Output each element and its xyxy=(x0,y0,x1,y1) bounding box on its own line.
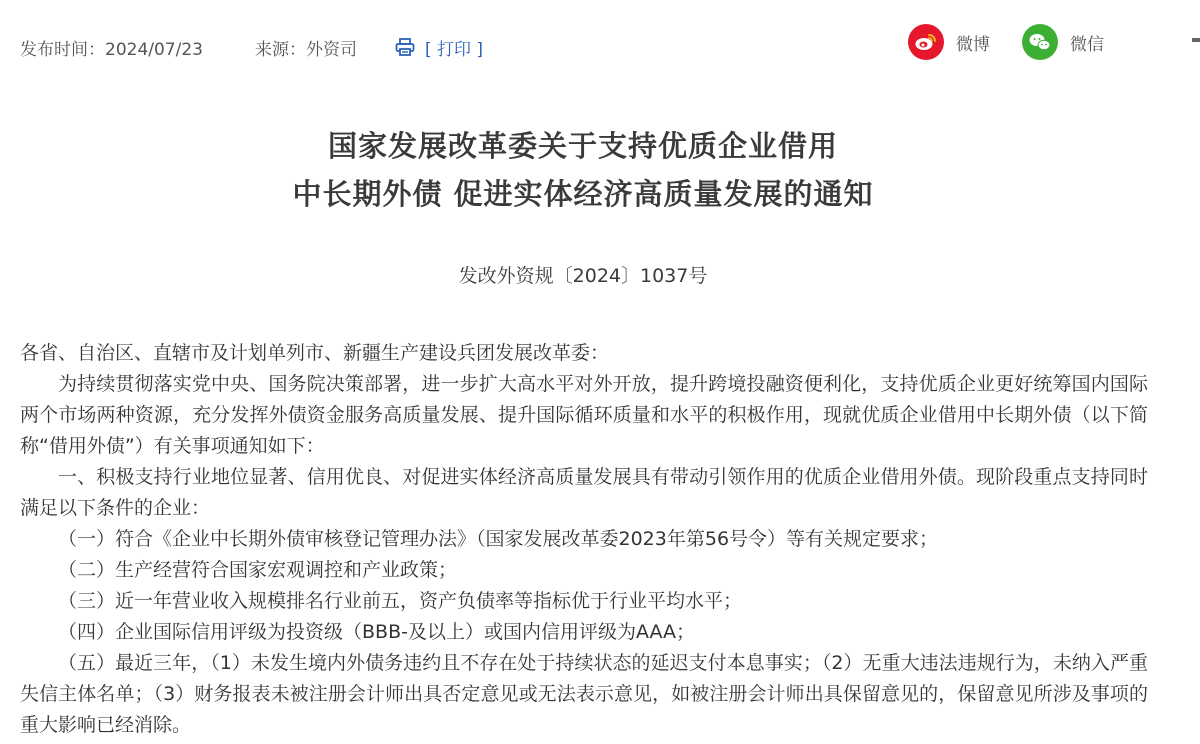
source: 来源：外资司 xyxy=(254,39,357,60)
salutation: 各省、自治区、直辖市及计划单列市、新疆生产建设兵团发展改革委： xyxy=(20,342,610,364)
share-weibo-button[interactable] xyxy=(908,24,990,60)
list-item: （二）生产经营符合国家宏观调控和产业政策； xyxy=(58,559,458,581)
document-number: 发改外资规〔2024〕1037号 xyxy=(458,265,708,287)
article-title xyxy=(0,122,1166,218)
publish-time: 发布时间：2024/07/23 xyxy=(20,39,203,60)
share-wechat-button[interactable] xyxy=(1022,24,1104,60)
share-bar xyxy=(908,24,1104,60)
wechat-label: 微信 xyxy=(1070,34,1104,55)
list-item: （三）近一年营业收入规模排名行业前五，资产负债率等指标优于行业平均水平； xyxy=(58,590,743,612)
list-item: （五）最近三年，（1）未发生境内外债务违约且不存在处于持续状态的延迟支付本息事实；（2）无重大违法违规行为，未纳入严重失信主体名单；（3）财务报表未被注册会计师出具否定意见或无法表示意见，如被注册会计师出具保留意见的，保留意见所涉及事项的重大影响已经消除。 xyxy=(20,652,1148,736)
article-body xyxy=(20,338,1148,741)
print-button[interactable] xyxy=(395,35,483,60)
title-line-2: 中长期外债 促进实体经济高质量发展的通知 xyxy=(292,177,874,211)
wechat-icon xyxy=(1022,24,1058,60)
list-item: （一）符合《企业中长期外债审核登记管理办法》（国家发展改革委2023年第56号令）等有关规定要求； xyxy=(58,528,939,550)
printer-icon xyxy=(395,38,415,56)
title-line-1: 国家发展改革委关于支持优质企业借用 xyxy=(327,129,838,163)
paragraph: 一、积极支持行业地位显著、信用优良、对促进实体经济高质量发展具有带动引领作用的优质企业借用外债。现阶段重点支持同时满足以下条件的企业： xyxy=(20,466,1148,519)
weibo-icon xyxy=(908,24,944,60)
list-item: （四）企业国际信用评级为投资级（BBB-及以上）或国内信用评级为AAA； xyxy=(58,621,696,643)
print-label: [ 打印 ] xyxy=(424,39,484,60)
weibo-label: 微博 xyxy=(956,34,990,55)
edge-marker xyxy=(1192,38,1200,42)
article-meta xyxy=(20,34,483,60)
paragraph: 为持续贯彻落实党中央、国务院决策部署，进一步扩大高水平对外开放，提升跨境投融资便利化，支持优质企业更好统筹国内国际两个市场两种资源，充分发挥外债资金服务高质量发展、提升国际循环质量和水平的积极作用，现就优质企业借用中长期外债（以下简称“借用外债”）有关事项通知如下： xyxy=(20,373,1148,457)
